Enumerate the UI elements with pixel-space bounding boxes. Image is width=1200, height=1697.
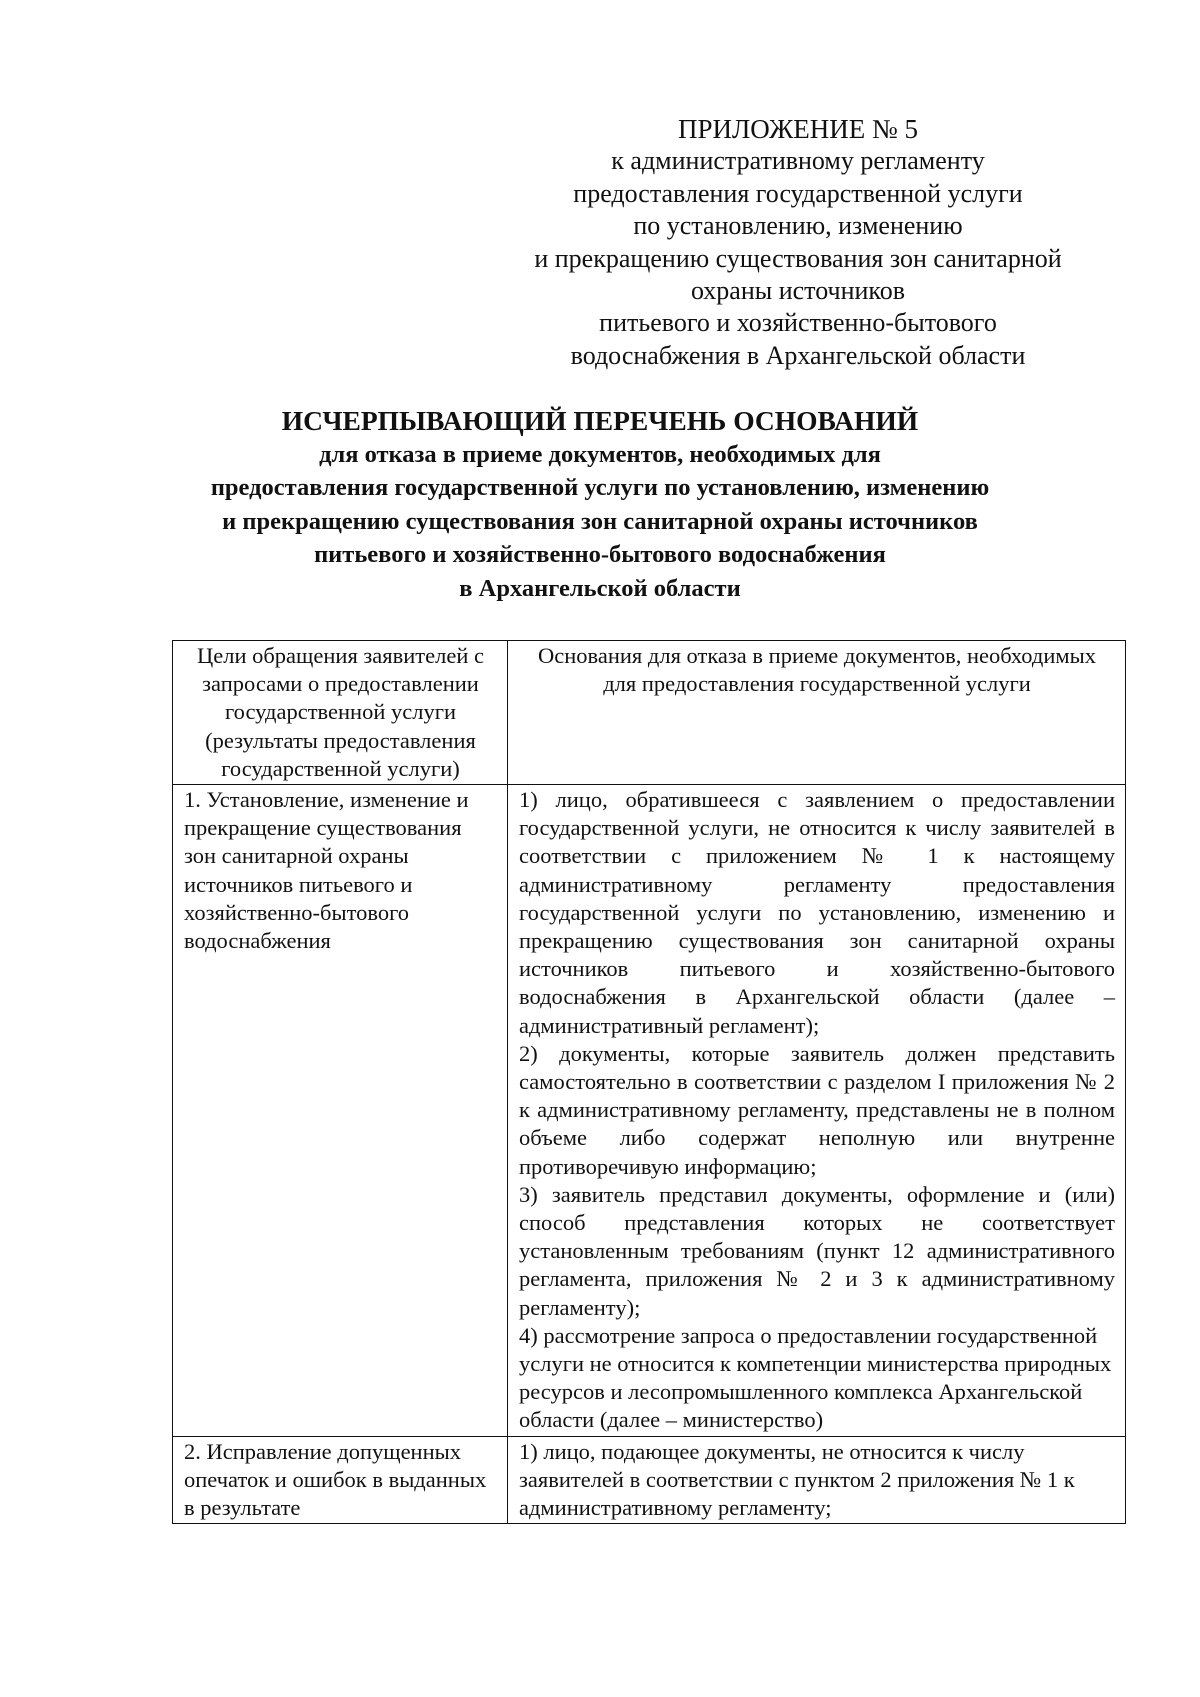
goal-cell: 2. Исправление допущенных опечаток и ошибок в выданных в результате (173, 1436, 508, 1524)
document-title (140, 404, 1060, 605)
appendix-line: к административному регламенту (611, 146, 985, 176)
header-goals-cell: Цели обращения заявителей с запросами о предоставлении государственной услуги (результаты предоставления государственной услуги) (173, 641, 508, 785)
document-subtitle-line: в Архангельской области (459, 574, 741, 602)
table-row (173, 785, 1126, 1437)
appendix-line: охраны источников (690, 276, 906, 306)
appendix-title: ПРИЛОЖЕНИЕ № 5 (677, 114, 919, 144)
reason-item: 4) рассмотрение запроса о предоставлении государственной услуги не относится к компетенции министерства природных ресурсов и лесопромышленного комплекса Архангельской области (далее – министерство) (519, 1322, 1112, 1433)
reason-item: 3) заявитель представил документы, оформление и (или) способ представления которых не соответствует установленным требованиям (пункт 12 административного регламента, приложения № 2 и 3 к административному регламенту); (519, 1181, 1115, 1320)
table-row (173, 1436, 1126, 1524)
document-subtitle-line: питьевого и хозяйственно-бытового водоснабжения (314, 541, 886, 569)
appendix-line: и прекращению существования зон санитарной (534, 243, 1062, 273)
reason-item: 1) лицо, обратившееся с заявлением о предоставлении государственной услуги, не относится к числу заявителей в соответствии с приложением № 1 к настоящему административному регламенту предоставления государственной услуги по установлению, изменению и прекращению существования зон санитарной охраны источников питьевого и хозяйственно-бытового водоснабжения в Архангельской области (далее – административный регламент); (519, 787, 1115, 1038)
reasons-cell (508, 785, 1126, 1437)
table-header-row (173, 641, 1126, 785)
document-subtitle-line: для отказа в приеме документов, необходимых для (319, 441, 881, 468)
header-grounds-cell: Основания для отказа в приеме документов, необходимых для предоставления государственной услуги (508, 641, 1126, 785)
goal-cell: 1. Установление, изменение и прекращение существования зон санитарной охраны источников питьевого и хозяйственно-бытового водоснабжения (173, 785, 508, 1437)
appendix-line: по установлению, изменению (633, 211, 963, 241)
appendix-header (520, 113, 1076, 372)
reason-item: 1) лицо, подающее документы, не относится к числу заявителей в соответствии с пунктом 2 приложения № 1 к административному регламенту; (519, 1438, 1075, 1521)
document-title-main: ИСЧЕРПЫВАЮЩИЙ ПЕРЕЧЕНЬ ОСНОВАНИЙ (281, 405, 919, 436)
appendix-line: водоснабжения в Архангельской области (570, 340, 1026, 370)
reason-item: 2) документы, которые заявитель должен представить самостоятельно в соответствии с разделом I приложения № 2 к административному регламенту, представлены не в полном объеме либо содержат неполную или внутренне противоречивую информацию; (519, 1040, 1115, 1179)
reasons-cell (508, 1436, 1126, 1524)
appendix-line: предоставления государственной услуги (573, 178, 1023, 208)
document-subtitle-line: предоставления государственной услуги по установлению, изменению (210, 474, 990, 502)
grounds-table (172, 640, 1126, 1524)
appendix-line: питьевого и хозяйственно-бытового (599, 308, 997, 338)
document-subtitle-line: и прекращению существования зон санитарной охраны источников (222, 507, 978, 535)
